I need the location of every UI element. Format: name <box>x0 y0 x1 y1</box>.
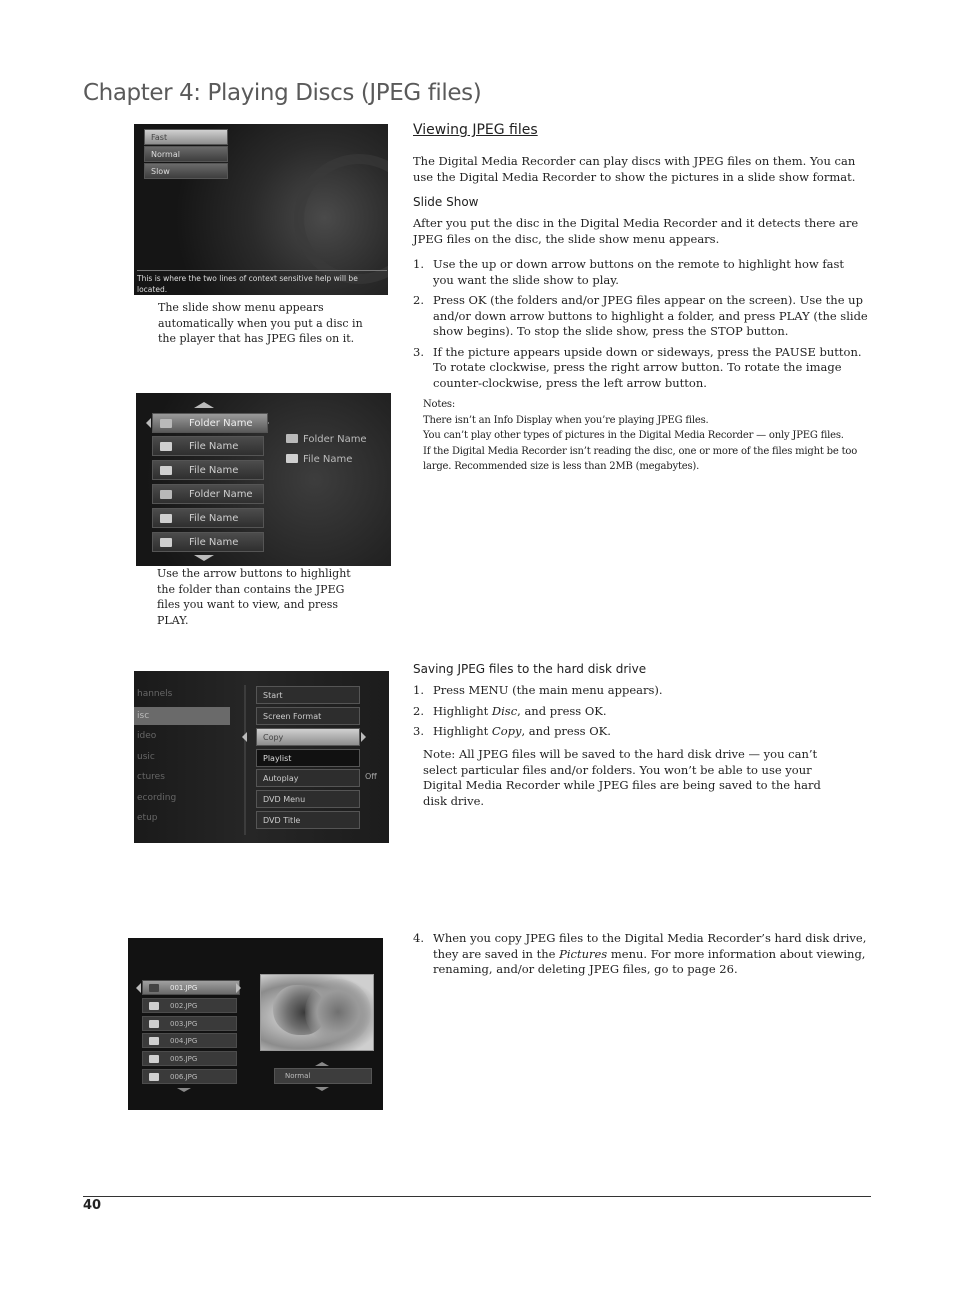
step-number: 3. <box>413 724 424 738</box>
main-menu-item[interactable] <box>134 789 230 807</box>
footer-rule <box>83 1196 871 1197</box>
main-menu-item[interactable] <box>134 727 230 745</box>
notes-block <box>423 397 863 475</box>
step-text: Press MENU (the main menu appears). <box>433 683 663 697</box>
step-number: 1. <box>413 257 424 271</box>
step-text: Press OK (the folders and/or JPEG files appear on the screen). Use the up and/or down arrow buttons to highlight a folder, and press PLAY (the slide show begins). To stop the slide show, press the STOP button. <box>433 293 868 338</box>
slide-show-text: After you put the disc in the Digital Media Recorder and it detects there are JPEG files on the disc, the slide show menu appears. <box>413 216 859 246</box>
step-item <box>413 293 868 340</box>
context-help-text: This is where the two lines of context sensitive help will be located. <box>137 270 387 295</box>
list-item-label: 001.JPG <box>170 984 198 992</box>
preview-item-folder <box>286 433 367 445</box>
speed-option-label: Slow <box>151 167 170 176</box>
speed-option-label: Fast <box>151 133 168 142</box>
list-item-label: File Name <box>189 513 239 524</box>
disc-menu-label: Start <box>263 691 283 700</box>
step-item <box>413 345 868 392</box>
folder-list-screenshot <box>136 393 391 566</box>
caption-slide-show-menu: The slide show menu appears automatically when you put a disc in the player that has JPEG files on it. <box>158 301 363 345</box>
chapter-title: Chapter 4: Playing Discs (JPEG files) <box>83 80 482 106</box>
main-menu-label: etup <box>137 813 158 823</box>
file-icon <box>149 1020 159 1028</box>
slide-speed-display[interactable] <box>274 1068 372 1084</box>
list-item-label: 003.JPG <box>170 1020 198 1028</box>
scroll-down-icon[interactable] <box>177 1088 191 1092</box>
arrow-right-icon <box>361 732 366 742</box>
file-icon <box>149 1002 159 1010</box>
step-text-italic: Disc <box>491 703 518 718</box>
slide-show-menu-screenshot <box>134 124 388 295</box>
folder-icon <box>286 434 298 443</box>
file-icon <box>149 984 159 992</box>
disc-menu-screenshot <box>134 671 389 843</box>
step-text: Highlight <box>433 703 492 718</box>
list-item[interactable] <box>152 532 264 552</box>
disc-menu-dvd-menu[interactable] <box>256 790 360 808</box>
arrow-left-icon <box>136 983 141 993</box>
list-item-label: 006.JPG <box>170 1073 198 1081</box>
step-number: 4. <box>413 931 424 945</box>
lion-photo-preview <box>260 974 374 1051</box>
list-item-label: File Name <box>189 441 239 452</box>
note-line: There isn’t an Info Display when you’re playing JPEG files. <box>423 414 709 426</box>
list-item-label: File Name <box>189 537 239 548</box>
slide-show-steps <box>413 257 868 396</box>
list-item[interactable] <box>152 413 268 433</box>
saving-steps <box>413 683 868 745</box>
viewing-intro: The Digital Media Recorder can play discs with JPEG files on them. You can use the Digital Media Recorder to show the pictures in a slide show format. <box>413 154 856 184</box>
file-icon <box>149 1037 159 1045</box>
step-number: 2. <box>413 703 424 718</box>
list-item[interactable] <box>152 460 264 480</box>
file-icon <box>149 1055 159 1063</box>
list-item-label: File Name <box>189 465 239 476</box>
list-item-label: Folder Name <box>189 489 253 500</box>
list-item-label: 005.JPG <box>170 1055 198 1063</box>
folder-icon <box>160 419 172 428</box>
disc-menu-label: DVD Menu <box>263 795 306 804</box>
scroll-up-icon[interactable] <box>315 1062 329 1066</box>
disc-menu-screen-format[interactable] <box>256 707 360 725</box>
step-text: Use the up or down arrow buttons on the remote to highlight how fast you want the slide show to play. <box>433 257 845 287</box>
speed-option-label: Normal <box>151 150 180 159</box>
disc-menu-start[interactable] <box>256 686 360 704</box>
step-item <box>413 683 868 699</box>
list-item[interactable] <box>142 998 237 1013</box>
main-menu-label: usic <box>137 752 155 762</box>
step-4 <box>413 931 868 978</box>
step-text: , and press OK. <box>517 703 607 718</box>
file-icon <box>160 466 172 475</box>
main-menu-label: ideo <box>137 731 157 741</box>
main-menu-label: ctures <box>137 772 165 782</box>
disc-menu-copy[interactable] <box>256 728 360 746</box>
step-item <box>413 257 868 288</box>
main-menu-item[interactable] <box>134 748 230 766</box>
list-item[interactable] <box>142 1069 237 1084</box>
file-icon <box>160 514 172 523</box>
pictures-list-screenshot <box>128 938 383 1110</box>
step-item <box>413 704 868 720</box>
list-item-label: Folder Name <box>189 418 253 429</box>
step-text-italic: Pictures <box>559 946 608 961</box>
step-item <box>413 724 868 740</box>
list-item[interactable] <box>152 436 264 456</box>
file-icon <box>160 442 172 451</box>
disc-menu-label: Playlist <box>263 754 292 763</box>
speed-option-fast[interactable] <box>144 129 228 145</box>
main-menu-item[interactable] <box>134 685 230 703</box>
scroll-down-icon[interactable] <box>194 555 214 561</box>
step-4-text <box>413 931 868 978</box>
preview-item-label: File Name <box>303 454 353 465</box>
scroll-up-icon[interactable] <box>194 402 214 408</box>
slide-speed-label: Normal <box>285 1072 311 1080</box>
main-menu-item[interactable] <box>134 707 230 725</box>
list-item-label: 004.JPG <box>170 1037 198 1045</box>
main-menu-item[interactable] <box>134 809 230 827</box>
step-number: 2. <box>413 293 424 307</box>
disc-menu-autoplay[interactable] <box>256 769 360 787</box>
file-icon <box>149 1073 159 1081</box>
caption-folder-list: Use the arrow buttons to highlight the folder than contains the JPEG files you want to view, and press PLAY. <box>157 567 351 627</box>
preview-item-file <box>286 453 352 465</box>
speed-option-normal[interactable] <box>144 146 228 162</box>
scroll-down-icon[interactable] <box>315 1087 329 1091</box>
saving-heading: Saving JPEG files to the hard disk drive <box>413 662 647 676</box>
arrow-left-icon <box>242 732 247 742</box>
disc-menu-label: DVD Title <box>263 816 301 825</box>
list-item[interactable] <box>152 508 264 528</box>
autoplay-value: Off <box>365 772 377 781</box>
disc-menu-dvd-title[interactable] <box>256 811 360 829</box>
list-item[interactable] <box>142 980 240 995</box>
decorative-circle <box>294 154 388 284</box>
main-menu-label: ecording <box>137 793 177 803</box>
step-text-italic: Copy <box>491 724 522 738</box>
step-text: Highlight <box>433 724 492 738</box>
disc-menu-label: Screen Format <box>263 712 322 721</box>
main-menu-item[interactable] <box>134 768 230 786</box>
note-line: If the Digital Media Recorder isn’t reading the disc, one or more of the files might be too large. Recommended size is less than 2MB (megabytes). <box>423 445 858 472</box>
step-text: When you copy JPEG files to the Digital Media Recorder’s hard disk drive, they are saved in the <box>433 931 867 961</box>
step-text: If the picture appears upside down or sideways, press the PAUSE button. To rotate clockwise, press the right arrow button. To rotate the image counter-clockwise, press the left arrow button. <box>433 344 862 390</box>
list-item[interactable] <box>142 1051 237 1066</box>
disc-menu-playlist[interactable] <box>256 749 360 767</box>
preview-item-label: Folder Name <box>303 434 367 445</box>
main-menu-label: hannels <box>137 689 173 699</box>
lion-mane-shape <box>305 979 371 1045</box>
list-item[interactable] <box>142 1033 237 1048</box>
slide-show-heading: Slide Show <box>413 195 479 209</box>
main-menu-label: isc <box>137 711 150 721</box>
folder-icon <box>160 490 172 499</box>
arrow-right-icon <box>236 983 241 993</box>
step-text: , and press OK. <box>521 724 611 738</box>
disc-menu-label: Copy <box>263 733 284 742</box>
viewing-heading: Viewing JPEG files <box>413 122 538 138</box>
page-number: 40 <box>83 1198 102 1213</box>
step-number: 3. <box>413 344 424 359</box>
list-item-label: 002.JPG <box>170 1002 198 1010</box>
saving-note: Note: All JPEG files will be saved to the hard disk drive — you can’t select particular files and/or folders. You won’t be able to use your Digital Media Recorder while JPEG files are being saved to the hard disk drive. <box>423 747 821 808</box>
disc-menu-label: Autoplay <box>263 774 299 783</box>
file-icon <box>160 538 172 547</box>
list-item[interactable] <box>142 1016 237 1031</box>
list-item[interactable] <box>152 484 264 504</box>
speed-option-slow[interactable] <box>144 163 228 179</box>
note-line: You can’t play other types of pictures in the Digital Media Recorder — only JPEG files. <box>423 430 844 441</box>
step-number: 1. <box>413 683 424 697</box>
arrow-left-icon <box>146 418 151 428</box>
notes-label: Notes: <box>423 399 456 410</box>
file-icon <box>286 454 298 463</box>
submenu-divider <box>244 685 246 835</box>
step-text: menu. For more information about viewing, renaming, and/or deleting JPEG files, go to page 26. <box>433 946 866 976</box>
